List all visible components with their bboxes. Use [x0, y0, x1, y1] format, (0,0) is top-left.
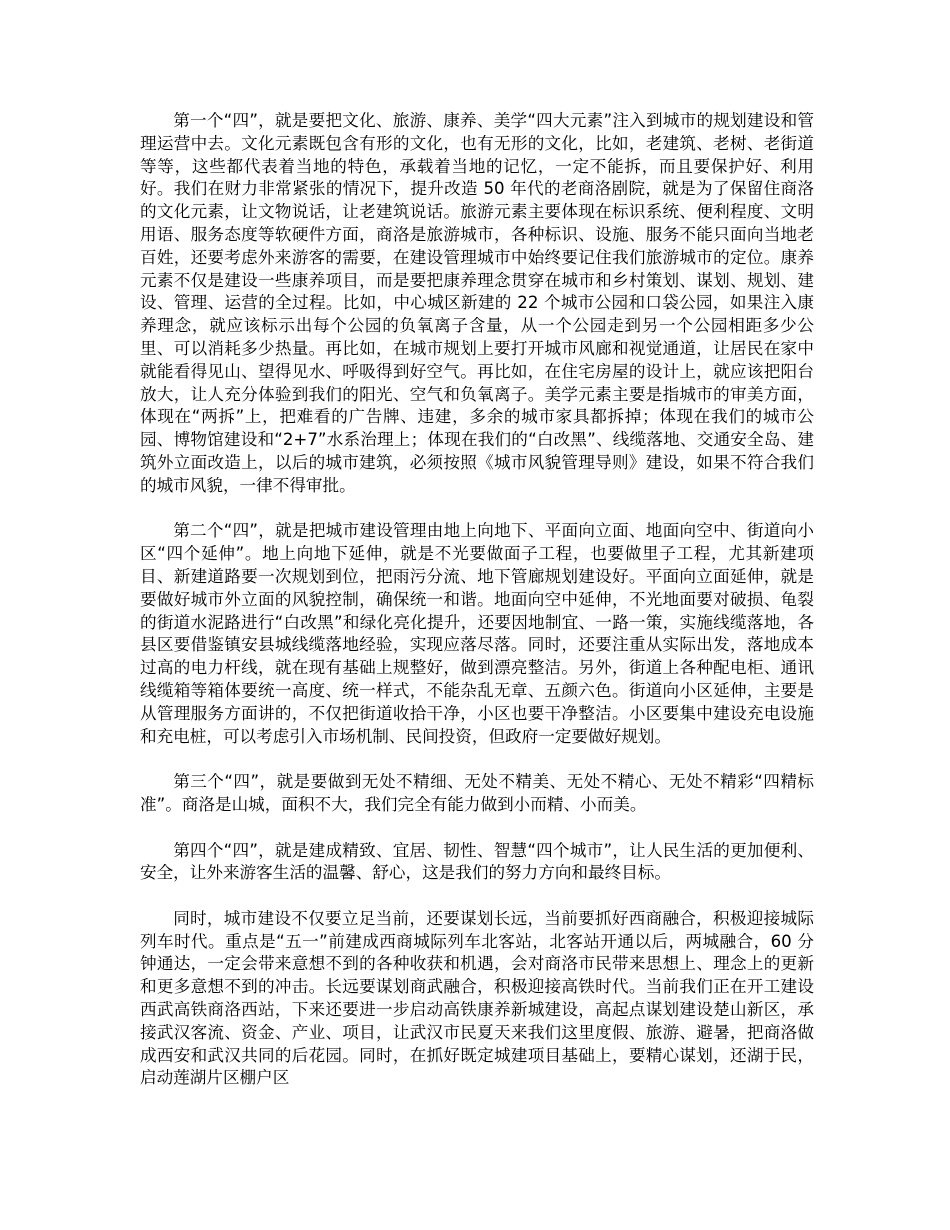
- paragraph-5: 同时，城市建设不仅要立足当前，还要谋划长远，当前要抓好西商融合，积极迎接城际列车时代。重点是“五一”前建成西商城际列车北客站，北客站开通以后，两城融合，60 分钟通达，一定会带来意想不到的各种收获和机遇，会对商洛市民带来思想上、理念上的更新和更多意想不到的冲击。长远要谋划商武融合，积极迎接高铁时代。当前我们正在开工建设西武高铁商洛西站，下来还要进一步启动高铁康养新城建设，高起点谋划建设楚山新区，承接武汉客流、资金、产业、项目，让武汉市民夏天来我们这里度假、旅游、避暑，把商洛做成西安和武汉共同的后花园。同时，在抓好既定城建项目基础上，要精心谋划，还湖于民，启动莲湖片区棚户区: [140, 908, 814, 1088]
- paragraph-1: 第一个“四”，就是要把文化、旅游、康养、美学“四大元素”注入到城市的规划建设和管理运营中去。文化元素既包含有形的文化，也有无形的文化，比如，老建筑、老树、老街道等等，这些都代表着当地的特色，承载着当地的记忆，一定不能拆，而且要保护好、利用好。我们在财力非常紧张的情况下，提升改造 50 年代的老商洛剧院，就是为了保留住商洛的文化元素，让文物说话，让老建筑说话。旅游元素主要体现在标识系统、便利程度、文明用语、服务态度等软硬件方面，商洛是旅游城市，各种标识、设施、服务不能只面向当地老百姓，还要考虑外来游客的需要，在建设管理城市中始终要记住我们旅游城市的定位。康养元素不仅是建设一些康养项目，而是要把康养理念贯穿在城市和乡村策划、谋划、规划、建设、管理、运营的全过程。比如，中心城区新建的 22 个城市公园和口袋公园，如果注入康养理念，就应该标示出每个公园的负氧离子含量，从一个公园走到另一个公园相距多少公里、可以消耗多少热量。再比如，在城市规划上要打开城市风廊和视觉通道，让居民在家中就能看得见山、望得见水、呼吸得到好空气。再比如，在住宅房屋的设计上，就应该把阳台放大，让人充分体验到我们的阳光、空气和负氧离子。美学元素主要是指城市的审美方面，体现在“两拆”上，把难看的广告牌、违建，多余的城市家具都拆掉；体现在我们的城市公园、博物馆建设和“2+7”水系治理上；体现在我们的“白改黑”、线缆落地、交通安全岛、建筑外立面改造上，以后的城市建筑，必须按照《城市风貌管理导则》建设，如果不符合我们的城市风貌，一律不得审批。: [140, 111, 814, 495]
- paragraph-4: 第四个“四”，就是建成精致、宜居、韧性、智慧“四个城市”，让人民生活的更加便利、安全，让外来游客生活的温馨、舒心，这是我们的努力方向和最终目标。: [140, 840, 814, 883]
- paragraph-2: 第二个“四”，就是把城市建设管理由地上向地下、平面向立面、地面向空中、街道向小区“四个延伸”。地上向地下延伸，就是不光要做面子工程，也要做里子工程，尤其新建项目、新建道路要一次规划到位，把雨污分流、地下管廊规划建设好。平面向立面延伸，就是要做好城市外立面的风貌控制，确保统一和谐。地面向空中延伸，不光地面要对破损、龟裂的街道水泥路进行“白改黑”和绿化亮化提升，还要因地制宜、一路一策，实施线缆落地，各县区要借鉴镇安县城线缆落地经验，实现应落尽落。同时，还要注重从实际出发，落地成本过高的电力杆线，就在现有基础上规整好，做到漂亮整洁。另外，街道上各种配电柜、通讯线缆箱等箱体要统一高度、统一样式，不能杂乱无章、五颜六色。街道向小区延伸，主要是从管理服务方面讲的，不仅把街道收拾干净，小区也要干净整洁。小区要集中建设充电设施和充电桩，可以考虑引入市场机制、民间投资，但政府一定要做好规划。: [140, 521, 814, 746]
- paragraph-3: 第三个“四”，就是要做到无处不精细、无处不精美、无处不精心、无处不精彩“四精标准”。商洛是山城，面积不大，我们完全有能力做到小而精、小而美。: [140, 772, 814, 814]
- document-body: [140, 110, 814, 1113]
